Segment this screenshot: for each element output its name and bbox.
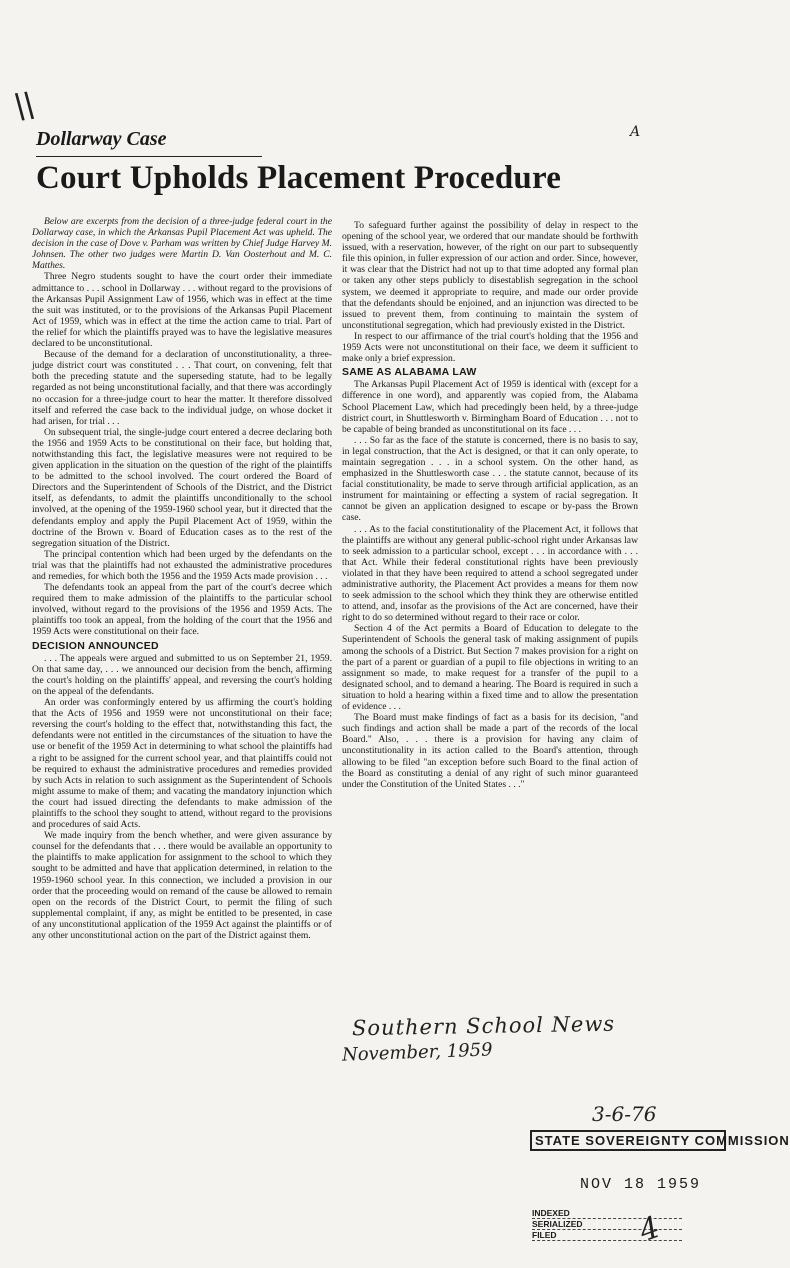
body-paragraph: The defendants took an appeal from the part of the court's decree which required them to make admission of the plaintiffs to the particular school involved, without regard to the provisions of the 1956 and 1959 Acts. The plaintiffs too took an appeal, from the holding of the court that the 1956 and 1959 Acts were constitutional on their face. <box>32 582 332 638</box>
handwritten-source: Southern School News <box>351 1011 616 1041</box>
stamp-label-filed: FILED <box>532 1230 682 1241</box>
section-heading: SAME AS ALABAMA LAW <box>342 366 477 379</box>
body-paragraph: The principal contention which had been urged by the defendants on the trial was that the plaintiffs had not exhausted the administrative procedures and remedies, for which both the 1956 and the 1959 Acts made provision . . . <box>32 548 332 582</box>
article-headline: Court Upholds Placement Procedure <box>36 160 562 196</box>
intro-paragraph: Below are excerpts from the decision of a three-judge federal court in the Dollarway case, in which the Arkansas Pupil Placement Act was upheld. The decision in the case of Dove v. Parham was written by Chief Judge Harvey M. Johnsen. The other two judges were Martin D. Van Oosterhout and M. C. Matthes. <box>32 216 332 272</box>
handwritten-scrawl: 4 <box>634 1209 665 1250</box>
body-paragraph: The Arkansas Pupil Placement Act of 1959 is identical with (except for a difference in one word), and apparently was copied from, the Alabama School Placement Law, which had precedingly been held, by a three-judge district court, in Shuttlesworth v. Birmingham Board of Education . . . not to be capable of being branded as unconstitutional on its face . . . <box>342 379 638 435</box>
body-paragraph: In respect to our affirmance of the trial court's holding that the 1956 and 1959 Acts were not unconstitutional on their face, we deem it sufficient to make only a brief expression. <box>342 330 638 365</box>
article-kicker: Dollarway Case <box>36 128 167 150</box>
stamp-agency: STATE SOVEREIGNTY COMMISSION <box>530 1130 726 1151</box>
body-paragraph: To safeguard further against the possibility of delay in respect to the opening of the school year, we ordered that our mandate should be forthwith issued, with a reservation, however, of the right on our part to subsequently file this opinion, in fuller expression of our action and order. Since, however, it was clear that the District had not up to that time adopted any formal plan or taken any other steps publicly to disestablish segregation in the school system, we deemed it appropriate to require, and made our order provide that the defendants should be enjoined, and an injunction was directed to be issued to prevent them, from continuing to maintain the system of unconstitutional segregation, which had previously existed in the District. <box>342 220 638 331</box>
body-paragraph: On subsequent trial, the single-judge court entered a decree declaring both the 1956 and 1959 Acts to be constitutional on their face, but holding that, notwithstanding this fact, the legislative measures were not required to be given application in the situation on the question of the right of the plaintiffs to be admitted to the school involved. The court ordered the Board of Directors and the Superintendent of Schools of the District, and the District itself, as defendants, to admit the plaintiffs unconditionally to the school involved, at the opening of the 1959-1960 school year, but it directed that the defendants employ and apply the Pupil Placement Act of 1959, within the doctrine of the Brown v. Board of Education cases as to the rest of the segregation situation of the District. <box>32 426 332 549</box>
body-paragraph: . . . The appeals were argued and submitted to us on September 21, 1959. On that same day, . . . we announced our decision from the bench, affirming the court's holding on the plaintiffs' appeal, and reversing the court's holding on the appeal of the defendants. <box>32 652 332 697</box>
corner-handwritten-mark: A <box>630 124 641 140</box>
body-paragraph: . . . So far as the face of the statute is concerned, there is no basis to say, in legal construction, that the Act is designed, or that it can only operate, to maintain segregation . . . in a school system. On the other hand, as emphasized in the Shuttlesworth case . . . the statute cannot, because of its facial constitutionality, be made to serve through artificial application, as an instrument for maintaining or effecting a system of racial segregation. It cannot be given an application designed to escape or by-pass the Brown case. <box>342 434 638 524</box>
body-paragraph: We made inquiry from the bench whether, and were given assurance by counsel for the defendants that . . . there would be available an opportunity to the plaintiffs to make application for assignment to the school to which they sought to be admitted and have that application determined, in relation to the 1959-1960 school year. In this connection, we included a provision in our order that the proceeding would on remand of the cause be allowed to remain open on the records of the District Court, to permit the filing of such supplemental complaint, if any, as might be entitled to be presented, in case of any unconstitutional application of the 1959 Act against the plaintiffs or of any other unconstitutional action on the part of the District against them. <box>32 830 332 941</box>
handwritten-source-date: November, 1959 <box>341 1039 493 1066</box>
handwritten-date: 3-6-76 <box>592 1102 657 1126</box>
commission-stamp <box>530 1128 790 1268</box>
kicker-rule <box>36 156 262 157</box>
body-paragraph: Because of the demand for a declaration of unconstitutionality, a three-judge district court was constituted . . . That court, on convening, felt that both the preceding statute and the superseding statute, had to be legally regarded as not being unconstitutional facially, and that there was accordingly no occasion for a three-judge court to hear the matter. It therefore dissolved itself and referred the case back to the individual judge, on whose docket it had arisen, for trial . . . <box>32 349 332 427</box>
stamp-label-serialized: SERIALIZED <box>532 1219 682 1230</box>
body-paragraph: Section 4 of the Act permits a Board of Education to delegate to the Superintendent of Schools the general task of making assignment of pupils among the schools of a District. But Section 7 makes provision for a right on the part of a parent or guardian of a pupil to file objections in writing to an assignment so made, to make request for a transfer of the pupil to a designated school, and to demand a hearing. The Board is required in such a situation to hold a hearing within a fixed time and to allow the presentation of evidence . . . <box>342 623 638 713</box>
body-paragraph: Three Negro students sought to have the court order their immediate admittance to . . . school in Dollarway . . . without regard to the provisions of the Arkansas Pupil Assignment Law of 1956, which was in effect at the time the suit was instituted, or to the provisions of the Arkansas Pupil Placement Act of 1959, which was in effect at the time the action came to trial. Part of the relief for which the plaintiffs prayed was to have the legislative measures declared to be unconstitutional. <box>32 271 332 350</box>
body-paragraph: The Board must make findings of fact as a basis for its decision, "and such findings and action shall be made a part of the records of the local Board." Also, . . . there is a provision for having any claim of unconstitutionality in its action called to the Board's attention, through allowing to be filed "an exception before such Board to the final action of the Board as constituting a denial of any right of such minor guaranteed under the Constitution of the United States . . ." <box>342 712 638 790</box>
body-paragraph: . . . As to the facial constitutionality of the Placement Act, it follows that the plaintiffs are without any general public-school right under Arkansas law to seek admission to a particular school, except . . . in accordance with . . . that Act. While their federal constitutional rights have been previously violated in that they have been required to attend a school segregated under administrative authority, the Placement Act provides a means for them now to seek admission to the school which they think they are otherwise entitled to attend, and, insofar as the provisions of the Act are concerned, have their right to do so determined without regard to their race or color. <box>342 523 638 624</box>
article-column-right <box>342 220 638 790</box>
handwritten-mark: \\ <box>11 84 36 128</box>
stamp-label-indexed: INDEXED <box>532 1208 682 1219</box>
section-heading: DECISION ANNOUNCED <box>32 639 159 652</box>
stamp-date: NOV 18 1959 <box>580 1176 702 1193</box>
article-column-left <box>32 216 332 941</box>
body-paragraph: An order was conformingly entered by us affirming the court's holding that the Acts of 1956 and 1959 were not unconstitutional on their face; reversing the court's holding to the effect that, notwithstanding this fact, the defendants were not entitled in the circumstances of the situation to have the use or benefit of the 1959 Act in determining to what school the plaintiffs had a right to be assigned for the current school year, and that plaintiffs could not be required to exhaust the administrative procedures and remedies provided by such Acts in relation to such assignment as the Superintendent of Schools might assume to make of them; and vacating the mandatory injunction which the court had issued directing the defendants to make admission of the plaintiffs to the school they sought to attend, without regard to the provisions and procedures of said Acts. <box>32 697 332 831</box>
